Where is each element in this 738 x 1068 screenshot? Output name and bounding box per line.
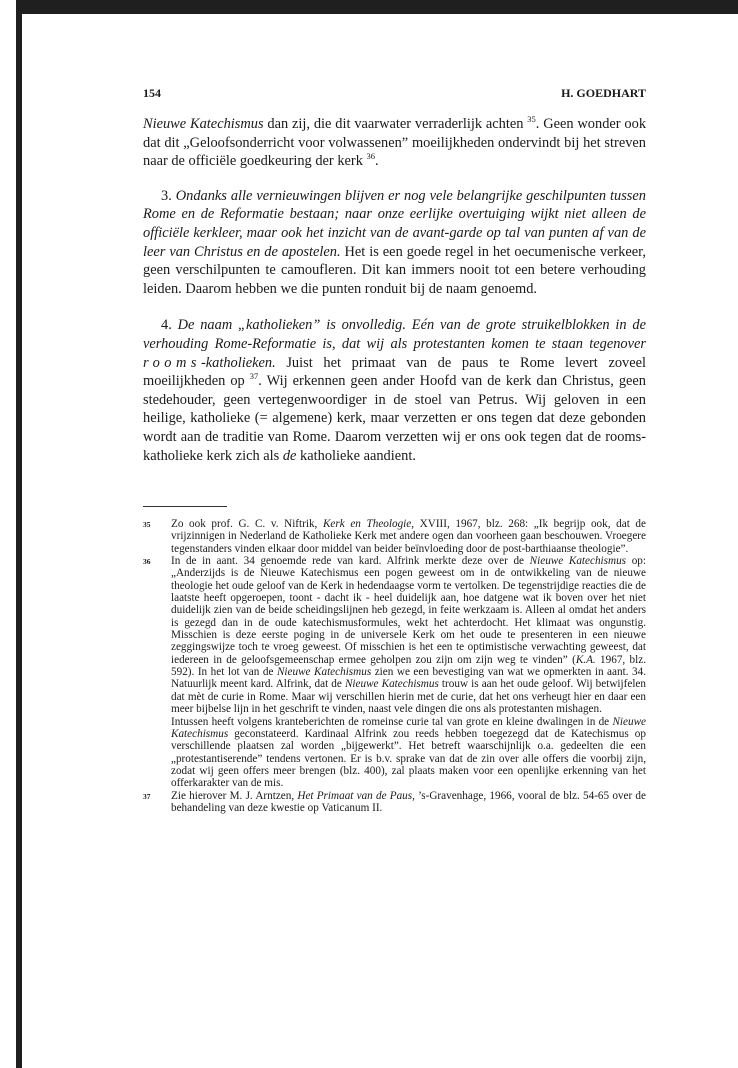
footnote-number: 37 — [143, 791, 151, 801]
footnote-text: In de in aant. 34 genoemde rede van kard. Alfrink merkte deze over de Nieuwe Katechismus op: „Anderzijds is de Nieuwe Katechismus een pogen geweest om in de ontwikkeling van de nieuwe theologie het oude geloof van de Kerk in hedendaagse vorm te vertolken. De tegenstrijdige reacties die de laatste heeft opgeroepen, toont - dacht ik - heel duidelijk aan, hoe datgene wat ik boven over het niet duidelijk zien van de beide scheidingslijnen heb gezegd, in feite werkzaam is. Alleen al omdat het anders is gezegd dan in de oude katechismusformules, wekt het achterdocht. Het klimaat was ongunstig. Misschien is deze eerste poging in de universele Kerk om het oude te presenteren in een nieuwe zeggingswijze toch te vroeg geweest. Of misschien is het een te optimistische verwachting geweest, dat iedereen in de geloofsgemeenschap ermee geholpen zou zijn om zijn weg te vinden” (K.A. 1967, blz. 592). In het lot van de Nieuwe Katechismus zien we een bevestiging van wat we opmerkten in aant. 34. Natuurlijk meent kard. Alfrink, dat de Nieuwe Katechismus trouw is aan het oude geloof. Wij betwijfelen dat mèt de curie in Rome. Maar wij verschillen hierin met de curie, dat het ons verheugt hier en daar een meer bijbelse lijn in het geschrift te vinden, naast vele dingen die ons als protestanten mishagen. — [171, 555, 646, 716]
footnote-number: 36 — [143, 557, 151, 567]
paragraph-continuation: Nieuwe Katechismus dan zij, die dit vaarwater verraderlijk achten $^{35}$. Geen wonder ook dat dit „Geloofsonderricht voor volwassenen” moeilijkheden ondervindt bij het streven naar de officiële goedkeuring der kerk $^{36}$. — [143, 114, 647, 170]
paragraph-3: 3. Ondanks alle vernieuwingen blijven er nog vele belangrijke geschilpunten tussen Rome en de Reformatie bestaan; naar onze eerlijke overtuiging wijkt niet alleen de officiële kerkleer, maar ook het inzicht van de avant-garde op tal van punten af van de leer van Christus en de apostelen. Het is een goede regel in het oecumenische verkeer, geen verschilpunten te camoufleren. Dit kan immers nooit tot een betere verhouding leiden. Daarom hebben we die punten ronduit bij de naam genoemd. — [143, 187, 646, 297]
footnote-number: 35 — [143, 520, 151, 529]
running-head-author: H. GOEDHART — [561, 86, 646, 100]
page-number: 154 — [143, 86, 161, 100]
footnote-ref-36: 36 — [366, 151, 375, 162]
footnote-35 — [143, 518, 646, 555]
footnote-text: Zo ook prof. G. C. v. Niftrik, Kerk en Theologie, XVIII, 1967, blz. 268: „Ik begrijp ook, dat de vrijzinnigen in Nederland de Katholieke Kerk met andere ogen dan voorheen gaan beschouwen. Vroegere tegenstanders vinden elkaar door middel van beider beïnvloeding door de post-barthiaanse theologie”. — [171, 518, 646, 555]
footnote-separator — [143, 506, 227, 507]
footnote-ref-37: 37 — [249, 371, 259, 382]
top-border-rule — [16, 0, 738, 14]
main-text — [143, 115, 646, 483]
footnote-text-continued: Intussen heeft volgens kranteberichten de romeinse curie tal van grote en kleine dwalingen in de Nieuwe Katechismus geconstateerd. Kardinaal Alfrink zou reeds hebben toegezegd dat de Katechismus op verschillende plaatsen zal worden „bijgewerkt”. Het betreft waarschijnlijk o.a. gedeelten die een „protestantiserende” tendens vertonen. Er is b.v. sprake van dat de zin over alle offers die voorbij zijn, zodat wij geen offers meer brengen (blz. 400), zal plaats maken voor een openlijke erkenning van het offerkarakter van de mis. — [171, 715, 646, 790]
footnote-text: Zie hierover M. J. Arntzen, Het Primaat van de Paus, ’s-Gravenhage, 1966, vooral de blz. 54-65 over de behandeling van deze kwestie op Vaticanum II. — [171, 789, 646, 814]
footnote-37 — [143, 790, 646, 815]
left-border-rule — [16, 0, 22, 1068]
paragraph-4: 4. De naam „katholieken” is onvolledig. Eén van de grote struikelblokken in de verhouding Rome-Reformatie is, dat wij als protestanten komen te staan tegenover rooms-katholieken. Juist het primaat van de paus te Rome levert zoveel moeilijkheden op $^{37}$. Wij erkennen geen ander Hoofd van de kerk dan Christus, geen stedehouder, geen vertegenwoordiger in de stoel van Petrus. Wij geloven in een heilige, katholieke (= algemene) kerk, maar verzetten er ons tegen dat deze gebonden wordt aan de traditie van Rome. Daarom verzetten wij er ons ook tegen dat de rooms-katholieke kerk zich als de katholieke aandient. — [143, 317, 646, 464]
footnote-36 — [143, 555, 646, 790]
footnote-ref-35: 35 — [527, 114, 536, 125]
footnotes — [143, 518, 646, 814]
